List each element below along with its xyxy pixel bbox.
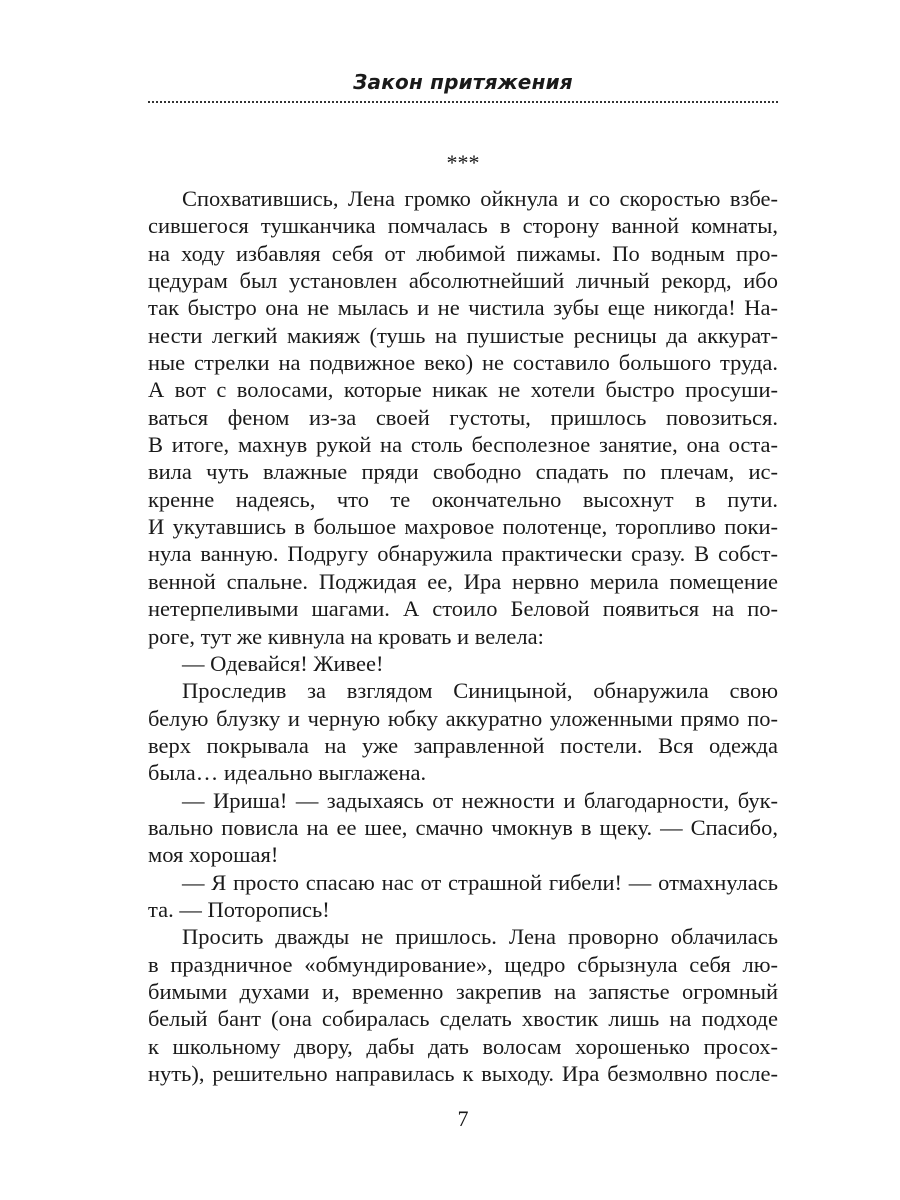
- section-separator: ***: [446, 150, 480, 175]
- text-line: В итоге, махнув рукой на столь бесполезное занятие, она оста-: [148, 432, 778, 458]
- text-line: ные стрелки на подвижное веко) не составило большого труда.: [148, 350, 778, 376]
- text-line: вила чуть влажные пряди свободно спадать по плечам, ис-: [148, 459, 778, 485]
- text-line: Проследив за взглядом Синицыной, обнаружила свою: [182, 678, 778, 704]
- text-line: верх покрывала на уже заправленной постели. Вся одежда: [148, 732, 778, 758]
- text-line: ваться феном из-за своей густоты, пришлось повозиться.: [148, 404, 778, 430]
- text-line: нула ванную. Подругу обнаружила практически сразу. В собст-: [148, 541, 778, 567]
- text-line: в праздничное «обмундирование», щедро сбрызнула себя лю-: [148, 951, 778, 977]
- text-line: цедурам был установлен абсолютнейший личный рекорд, ибо: [148, 268, 778, 294]
- text-line: нуть), решительно направилась к выходу. Ира безмолвно после-: [148, 1061, 778, 1086]
- text-line: — Одевайся! Живее!: [182, 650, 384, 676]
- text-line: так быстро она не мылась и не чистила зубы еще никогда! На-: [148, 295, 778, 321]
- text-line: была… идеально выглажена.: [148, 760, 427, 786]
- text-line: бимыми духами и, временно закрепив на запястье огромный: [148, 978, 778, 1004]
- text-line: на ходу избавляя себя от любимой пижамы. По водным про-: [148, 240, 778, 266]
- text-line: моя хорошая!: [148, 842, 279, 868]
- text-line: белый бант (она собиралась сделать хвостик лишь на подходе: [148, 1006, 778, 1032]
- text-line: к школьному двору, дабы дать волосам хорошенько просох-: [148, 1033, 778, 1059]
- text-line: роге, тут же кивнула на кровать и велела:: [148, 623, 544, 649]
- text-line: венной спальне. Поджидая ее, Ира нервно мерила помещение: [148, 568, 778, 594]
- text-line: — Ириша! — задыхаясь от нежности и благодарности, бук-: [182, 787, 778, 813]
- text-line: белую блузку и черную юбку аккуратно уложенными прямо по-: [148, 705, 778, 731]
- text-line: нести легкий макияж (тушь на пушистые ресницы да аккурат-: [148, 322, 778, 348]
- text-line: Просить дважды не пришлось. Лена проворно облачилась: [182, 924, 778, 950]
- text-line: — Я просто спасаю нас от страшной гибели! — отмахнулась: [182, 869, 778, 895]
- text-line: нетерпеливыми шагами. А стоило Беловой появиться на по-: [148, 596, 778, 622]
- text-line: И укутавшись в большое махровое полотенце, торопливо поки-: [148, 514, 778, 540]
- text-line: вально повисла на ее шее, смачно чмокнув в щеку. — Спасибо,: [148, 814, 778, 840]
- body-text: [148, 185, 778, 1087]
- text-line: кренне надеясь, что те окончательно высохнут в пути.: [148, 486, 778, 512]
- header-dotted-rule: [148, 101, 778, 103]
- text-line: Спохватившись, Лена громко ойкнула и со скоростью взбе-: [182, 186, 778, 211]
- text-line: А вот с волосами, которые никак не хотели быстро просуши-: [148, 377, 778, 403]
- running-title: Закон притяжения: [353, 70, 573, 94]
- text-line: та. — Поторопись!: [148, 896, 330, 922]
- page-number: 7: [457, 1106, 469, 1131]
- text-line: сившегося тушканчика помчалась в сторону ванной комнаты,: [148, 213, 778, 239]
